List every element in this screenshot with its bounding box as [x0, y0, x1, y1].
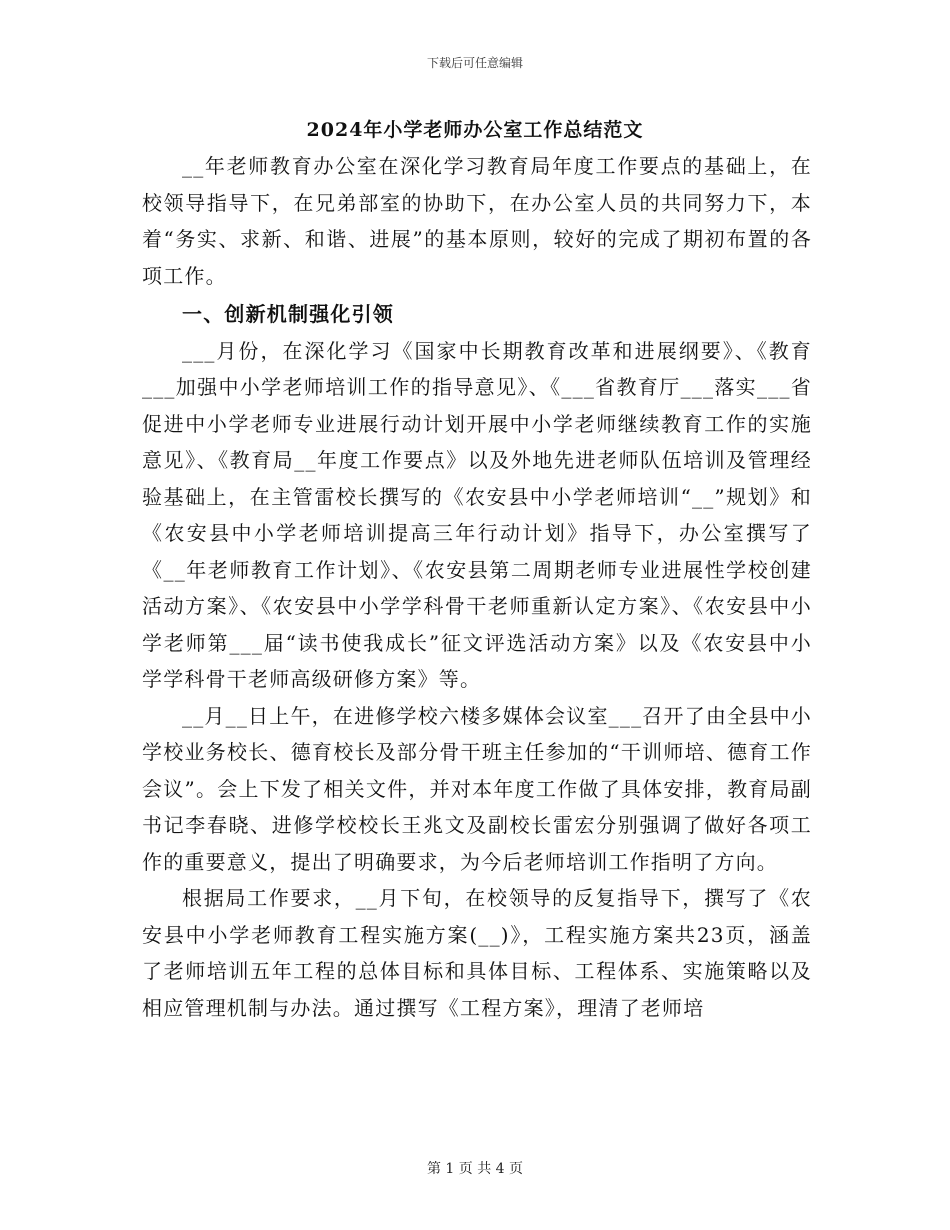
document-title: 2024年小学老师办公室工作总结范文: [306, 119, 644, 141]
section-heading: 一、创新机制强化引领: [182, 302, 394, 326]
paragraph: 根据局工作要求，__月下旬，在校领导的反复指导下，撰写了《农安县中小学老师教育工程实施方案(__)》，工程实施方案共23页，涵盖了老师培训五年工程的总体目标和具体目标、工程体系、实施策略以及相应管理机制与办法。通过撰写《工程方案》，理清了老师培: [142, 886, 812, 1020]
paragraph: __月__日上午，在进修学校六楼多媒体会议室___召开了由全县中小学校业务校长、德育校长及部分骨干班主任参加的“干训师培、德育工作会议”。会上下发了相关文件，并对本年度工作做了具体安排，教育局副书记李春晓、进修学校校长王兆文及副校长雷宏分别强调了做好各项工作的重要意义，提出了明确要求，为今后老师培训工作指明了方向。: [142, 703, 812, 874]
page-header-note: 下载后可任意编辑: [426, 56, 523, 70]
document-body: [142, 148, 812, 1026]
paragraph: ___月份，在深化学习《国家中长期教育改革和进展纲要》、《教育___加强中小学老师培训工作的指导意见》、《___省教育厅___落实___省促进中小学老师专业进展行动计划开展中小学老师继续教育工作的实施意见》、《教育局__年度工作要点》以及外地先进老师队伍培训及管理经验基础上，在主管雷校长撰写的《农安县中小学老师培训“__”规划》和《农安县中小学老师培训提高三年行动计划》指导下，办公室撰写了《__年老师教育工作计划》、《农安县第二周期老师专业进展性学校创建活动方案》、《农安县中小学学科骨干老师重新认定方案》、《农安县中小学老师第___届“读书使我成长”征文评选活动方案》以及《农安县中小学学科骨干老师高级研修方案》等。: [142, 338, 812, 691]
page-number-footer: 第 1 页 共 4 页: [426, 1161, 524, 1177]
paragraph-intro: __年老师教育办公室在深化学习教育局年度工作要点的基础上，在校领导指导下，在兄弟部室的协助下，在办公室人员的共同努力下，本着“务实、求新、和谐、进展”的基本原则，较好的完成了期初布置的各项工作。: [142, 154, 812, 288]
